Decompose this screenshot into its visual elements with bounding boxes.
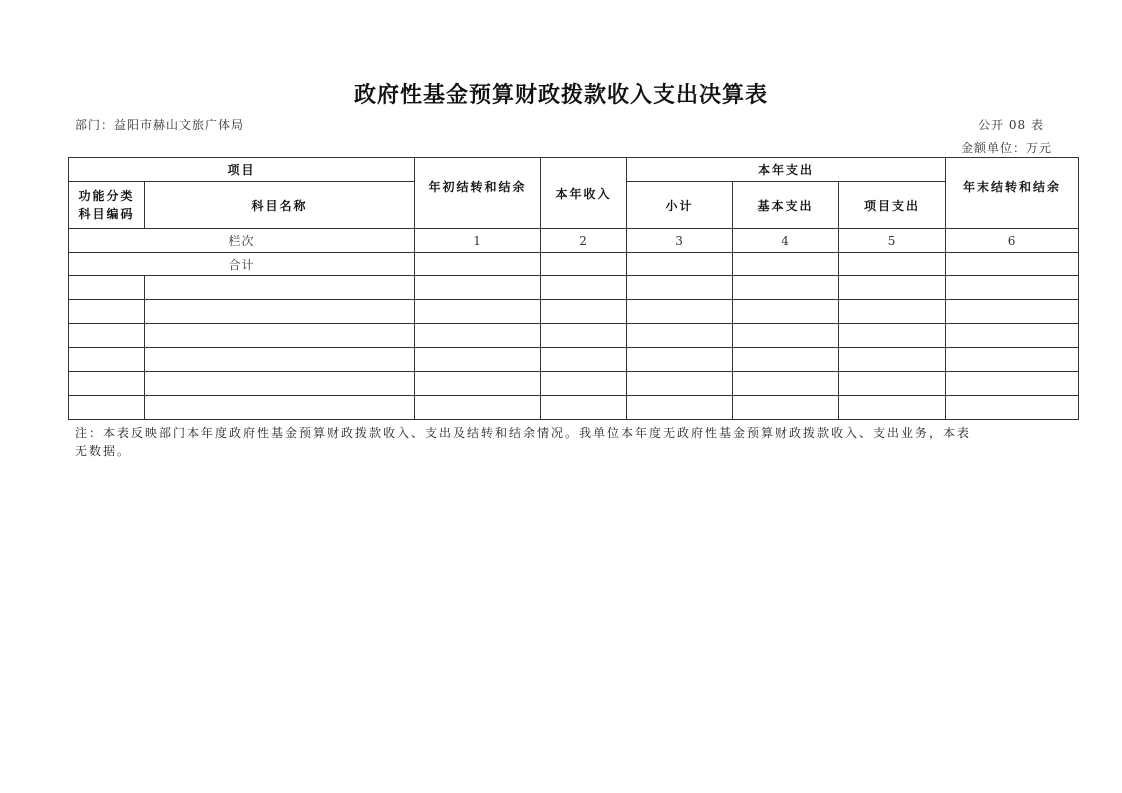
row-value	[541, 276, 627, 300]
total-row	[69, 253, 1079, 276]
row-value	[627, 324, 733, 348]
row-code	[69, 348, 145, 372]
row-value	[415, 276, 541, 300]
row-name	[145, 300, 415, 324]
total-value-4	[733, 253, 839, 276]
row-name	[145, 396, 415, 420]
row-value	[946, 348, 1079, 372]
row-value	[946, 276, 1079, 300]
row-value	[839, 372, 946, 396]
header-func-code-line1: 功能分类	[78, 189, 135, 203]
row-value	[541, 396, 627, 420]
column-index-4: 4	[733, 229, 839, 253]
header-income: 本年收入	[541, 158, 627, 229]
header-subject-name: 科目名称	[145, 182, 415, 229]
row-value	[733, 396, 839, 420]
row-value	[541, 348, 627, 372]
row-value	[839, 300, 946, 324]
row-name	[145, 348, 415, 372]
row-value	[541, 324, 627, 348]
row-value	[415, 348, 541, 372]
row-value	[946, 324, 1079, 348]
table-row	[69, 300, 1079, 324]
header-basic-expense: 基本支出	[733, 182, 839, 229]
column-index-5: 5	[839, 229, 946, 253]
total-value-6	[946, 253, 1079, 276]
row-value	[733, 348, 839, 372]
row-value	[415, 372, 541, 396]
column-index-2: 2	[541, 229, 627, 253]
row-name	[145, 372, 415, 396]
row-value	[415, 396, 541, 420]
row-value	[839, 348, 946, 372]
header-subtotal: 小计	[627, 182, 733, 229]
page-title: 政府性基金预算财政拨款收入支出决算表	[353, 83, 768, 108]
department-label: 部门：益阳市赫山文旅广体局	[75, 118, 245, 132]
column-index-6: 6	[946, 229, 1079, 253]
row-value	[733, 300, 839, 324]
row-value	[627, 300, 733, 324]
row-name	[145, 276, 415, 300]
table-row	[69, 324, 1079, 348]
row-value	[946, 300, 1079, 324]
total-value-5	[839, 253, 946, 276]
row-value	[946, 372, 1079, 396]
row-value	[733, 372, 839, 396]
table-row	[69, 276, 1079, 300]
table-row	[69, 372, 1079, 396]
total-value-1	[415, 253, 541, 276]
column-index-label: 栏次	[69, 229, 415, 253]
row-code	[69, 372, 145, 396]
row-value	[733, 276, 839, 300]
table-note	[75, 424, 1060, 460]
row-value	[946, 396, 1079, 420]
row-value	[627, 348, 733, 372]
row-value	[627, 396, 733, 420]
column-index-row	[69, 229, 1079, 253]
table-row	[69, 348, 1079, 372]
header-func-code	[69, 182, 145, 229]
total-label: 合计	[69, 253, 415, 276]
header-func-code-line2: 科目编码	[78, 207, 135, 221]
row-code	[69, 396, 145, 420]
row-value	[627, 276, 733, 300]
table-number: 公开 08 表	[978, 118, 1044, 132]
table-note-line1: 注：本表反映部门本年度政府性基金预算财政拨款收入、支出及结转和结余情况。我单位本年度无政府性基金预算财政拨款收入、支出业务，本表	[75, 426, 972, 440]
header-row-1	[69, 158, 1079, 182]
row-code	[69, 300, 145, 324]
column-index-3: 3	[627, 229, 733, 253]
row-value	[541, 300, 627, 324]
table-note-line2: 无数据。	[75, 444, 132, 458]
row-value	[415, 324, 541, 348]
row-value	[627, 372, 733, 396]
row-value	[839, 324, 946, 348]
row-value	[415, 300, 541, 324]
header-begin-balance: 年初结转和结余	[415, 158, 541, 229]
row-value	[733, 324, 839, 348]
row-code	[69, 276, 145, 300]
column-index-1: 1	[415, 229, 541, 253]
total-value-3	[627, 253, 733, 276]
row-value	[541, 372, 627, 396]
budget-table	[68, 157, 1079, 420]
header-end-balance: 年末结转和结余	[946, 158, 1079, 229]
amount-unit-label: 金额单位：万元	[960, 141, 1052, 155]
row-value	[839, 396, 946, 420]
row-code	[69, 324, 145, 348]
header-project-expense: 项目支出	[839, 182, 946, 229]
row-name	[145, 324, 415, 348]
header-item: 项目	[69, 158, 415, 182]
header-expense: 本年支出	[627, 158, 946, 182]
table-row	[69, 396, 1079, 420]
total-value-2	[541, 253, 627, 276]
row-value	[839, 276, 946, 300]
